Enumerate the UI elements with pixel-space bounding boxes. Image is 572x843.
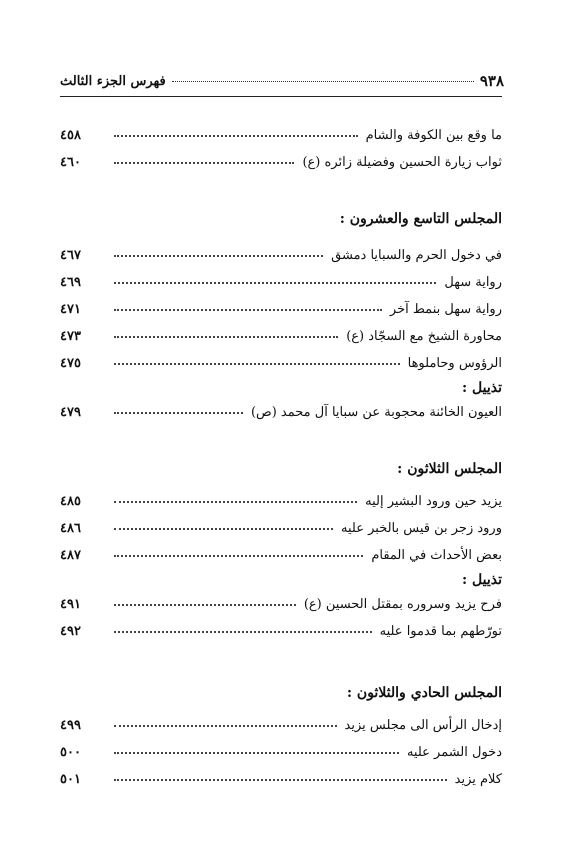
toc-section-majlis-31 xyxy=(60,682,502,793)
toc-entry-page: ٥٠٠ xyxy=(60,745,81,760)
header-page-number: ٩٣٨ xyxy=(479,72,504,90)
toc-entry[interactable] xyxy=(60,269,502,296)
dotted-leader xyxy=(114,281,436,284)
toc-entry-page: ٤٧٣ xyxy=(60,329,81,344)
toc-entry[interactable] xyxy=(60,515,502,542)
toc-entry-page: ٤٧٩ xyxy=(60,405,81,420)
toc-section-majlis-30 xyxy=(60,458,502,645)
dotted-leader xyxy=(114,778,447,781)
toc-entry-page: ٤٦٠ xyxy=(60,155,81,170)
dotted-leader xyxy=(114,724,337,727)
appendix-heading: تذييل : xyxy=(461,572,502,588)
toc-entry[interactable] xyxy=(60,591,502,618)
toc-entry[interactable] xyxy=(60,399,502,426)
section-heading: المجلس التاسع والعشرون : xyxy=(339,211,502,227)
section-heading: المجلس الثلاثون : xyxy=(397,461,502,477)
toc-entry-page: ٥٠١ xyxy=(60,772,81,787)
toc-entry-page: ٤٧٥ xyxy=(60,356,81,371)
toc-entry[interactable] xyxy=(60,242,502,269)
dotted-leader xyxy=(114,254,323,257)
toc-entry[interactable] xyxy=(60,149,502,176)
toc-section-majlis-29 xyxy=(60,208,502,426)
dotted-leader xyxy=(114,411,243,414)
header-running-title: فهرس الجزء الثالث xyxy=(60,73,166,89)
toc-entry[interactable] xyxy=(60,542,502,569)
toc-entry-title: محاورة الشيخ مع السجّاد (ع) xyxy=(346,329,502,344)
toc-entry-title: يزيد حين ورود البشير إليه xyxy=(365,494,502,509)
toc-entry-title: في دخول الحرم والسبايا دمشق xyxy=(331,248,502,263)
running-header xyxy=(60,70,504,92)
toc-entry-title: ورود زجر بن قيس بالخبر عليه xyxy=(341,521,502,536)
toc-entry-title: دخول الشمر عليه xyxy=(406,745,502,760)
toc-entry-title: رواية سهل xyxy=(444,275,502,290)
toc-entry[interactable] xyxy=(60,618,502,645)
header-rule xyxy=(60,96,502,97)
dotted-leader xyxy=(114,500,357,503)
dotted-leader xyxy=(114,630,372,633)
appendix-heading: تذييل : xyxy=(461,380,502,396)
toc-entry-page: ٤٩٢ xyxy=(60,624,81,639)
toc-entry-title: إدخال الرأس الى مجلس يزيد xyxy=(344,718,502,733)
dotted-leader xyxy=(114,554,363,557)
toc-entry-page: ٤٨٧ xyxy=(60,548,81,563)
dotted-leader xyxy=(114,161,294,164)
toc-entry[interactable] xyxy=(60,712,502,739)
toc-entry-title: العيون الخائنة محجوبة عن سبايا آل محمد (ص) xyxy=(250,405,502,420)
dotted-leader xyxy=(114,308,382,311)
toc-entry-title: رواية سهل بنمط آخر xyxy=(389,302,502,317)
dotted-leader xyxy=(114,362,400,365)
toc-entry[interactable] xyxy=(60,766,502,793)
toc-entry-title: كلام يزيد xyxy=(454,772,502,787)
toc-section-continuation xyxy=(60,122,502,176)
toc-entry-page: ٤٩٩ xyxy=(60,718,81,733)
dotted-leader xyxy=(114,134,358,137)
toc-entry-page: ٤٦٩ xyxy=(60,275,81,290)
toc-entry[interactable] xyxy=(60,739,502,766)
toc-entry-title: الرؤوس وحاملوها xyxy=(407,356,502,371)
dotted-leader xyxy=(114,751,399,754)
toc-entry-page: ٤٨٦ xyxy=(60,521,81,536)
dotted-leader xyxy=(114,603,296,606)
toc-entry[interactable] xyxy=(60,296,502,323)
toc-entry-title: بعض الأحداث في المقام xyxy=(371,548,502,563)
dotted-leader xyxy=(114,335,338,338)
section-heading: المجلس الحادي والثلاثون : xyxy=(346,685,502,701)
toc-entry-title: تورّطهم بما قدموا عليه xyxy=(379,624,502,639)
toc-entry[interactable] xyxy=(60,122,502,149)
toc-entry-title: ما وقع بين الكوفة والشام xyxy=(365,128,502,143)
dotted-leader xyxy=(114,527,333,530)
toc-entry[interactable] xyxy=(60,323,502,350)
header-dotted-leader xyxy=(172,80,474,82)
toc-entry-page: ٤٨٥ xyxy=(60,494,81,509)
toc-entry-title: فرح يزيد وسروره بمقتل الحسين (ع) xyxy=(303,597,502,612)
toc-entry-title: ثواب زيارة الحسين وفضيلة زائره (ع) xyxy=(302,155,502,170)
toc-entry-page: ٤٥٨ xyxy=(60,128,81,143)
toc-entry-page: ٤٦٧ xyxy=(60,248,81,263)
toc-entry[interactable] xyxy=(60,488,502,515)
toc-entry-page: ٤٧١ xyxy=(60,302,81,317)
toc-entry[interactable] xyxy=(60,350,502,377)
toc-entry-page: ٤٩١ xyxy=(60,597,81,612)
